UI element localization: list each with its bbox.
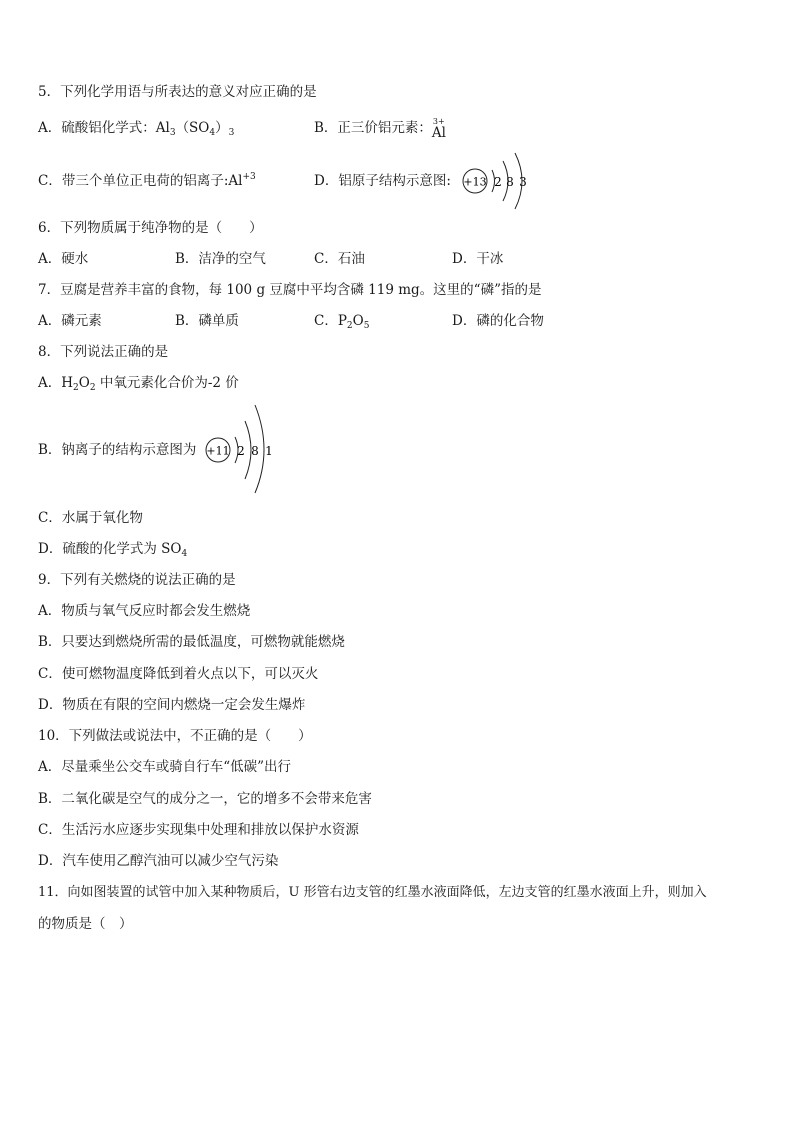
q5-stem: 5．下列化学用语与所表达的意义对应正确的是 xyxy=(38,84,317,100)
q9-option-c[interactable]: C．使可燃物温度降低到着火点以下，可以灭火 xyxy=(38,666,319,682)
shell-electrons-3: 3 xyxy=(519,175,527,189)
q7-option-d[interactable]: D．磷的化合物 xyxy=(452,313,544,329)
shell-electrons-2: 8 xyxy=(251,444,259,458)
valence-symbol: 3+ Al xyxy=(431,117,446,141)
q6-option-c[interactable]: C．石油 xyxy=(314,251,365,267)
q5-option-b[interactable]: B．正三价铝元素： 3+ Al xyxy=(314,117,446,141)
q5-option-d[interactable]: D．铝原子结构示意图: xyxy=(314,173,451,189)
shell-electrons-2: 8 xyxy=(506,175,514,189)
sodium-ion-diagram xyxy=(203,403,283,499)
shell-electrons-1: 2 xyxy=(237,444,245,458)
q10-option-c[interactable]: C．生活污水应逐步实现集中处理和排放以保护水资源 xyxy=(38,822,359,838)
q9-stem: 9．下列有关燃烧的说法正确的是 xyxy=(38,572,236,588)
q7-stem: 7．豆腐是营养丰富的食物，每 100 g 豆腐中平均含磷 119 mg。这里的“磷”指的是 xyxy=(38,282,542,298)
nucleus-charge: +13 xyxy=(463,175,487,189)
q8-option-d[interactable]: D．硫酸的化学式为 $SO_4$ xyxy=(38,541,188,559)
q8-stem: 8．下列说法正确的是 xyxy=(38,344,169,360)
q9-option-b[interactable]: B．只要达到燃烧所需的最低温度，可燃物就能燃烧 xyxy=(38,634,345,650)
q11-stem-line1: 11．向如图装置的试管中加入某种物质后，U 形管右边支管的红墨水液面降低，左边支管的红墨水液面上升，则加入 xyxy=(38,885,707,900)
aluminum-atom-diagram xyxy=(460,150,540,216)
q10-option-a[interactable]: A．尽量乘坐公交车或骑自行车“低碳”出行 xyxy=(38,759,292,775)
q10-option-b[interactable]: B．二氧化碳是空气的成分之一，它的增多不会带来危害 xyxy=(38,791,372,807)
q8-option-c[interactable]: C．水属于氧化物 xyxy=(38,510,143,526)
q6-option-a[interactable]: A．硬水 xyxy=(38,251,89,267)
q5-option-c[interactable]: C．带三个单位正电荷的铝离子$:Al^{+3}$ xyxy=(38,172,256,189)
q7-option-a[interactable]: A．磷元素 xyxy=(38,313,102,329)
q11-stem-line2: 的物质是（ ） xyxy=(38,916,133,932)
q7-option-c[interactable]: C．$P_2O_5$ xyxy=(314,313,370,331)
q8-option-b[interactable]: B．钠离子的结构示意图为 xyxy=(38,442,197,458)
shell-electrons-3: 1 xyxy=(265,444,273,458)
q10-option-d[interactable]: D．汽车使用乙醇汽油可以减少空气污染 xyxy=(38,853,279,869)
q6-stem: 6．下列物质属于纯净物的是（ ） xyxy=(38,220,263,236)
q10-stem: 10．下列做法或说法中，不正确的是（ ） xyxy=(38,728,312,744)
nucleus-charge: +11 xyxy=(206,444,230,458)
q9-option-d[interactable]: D．物质在有限的空间内燃烧一定会发生爆炸 xyxy=(38,697,306,713)
q6-option-d[interactable]: D．干冰 xyxy=(452,251,504,267)
q6-option-b[interactable]: B．洁净的空气 xyxy=(175,251,266,267)
shell-electrons-1: 2 xyxy=(494,175,502,189)
shell-arc-2 xyxy=(245,421,251,479)
q9-option-a[interactable]: A．物质与氧气反应时都会发生燃烧 xyxy=(38,603,251,619)
q5-option-a[interactable]: A．硫酸铝化学式：$Al_3(SO_4)_3$ xyxy=(38,120,235,138)
q8-option-a[interactable]: A．$H_2O_2$ 中氧元素化合价为-2 价 xyxy=(38,375,239,393)
q7-option-b[interactable]: B．磷单质 xyxy=(175,313,239,329)
